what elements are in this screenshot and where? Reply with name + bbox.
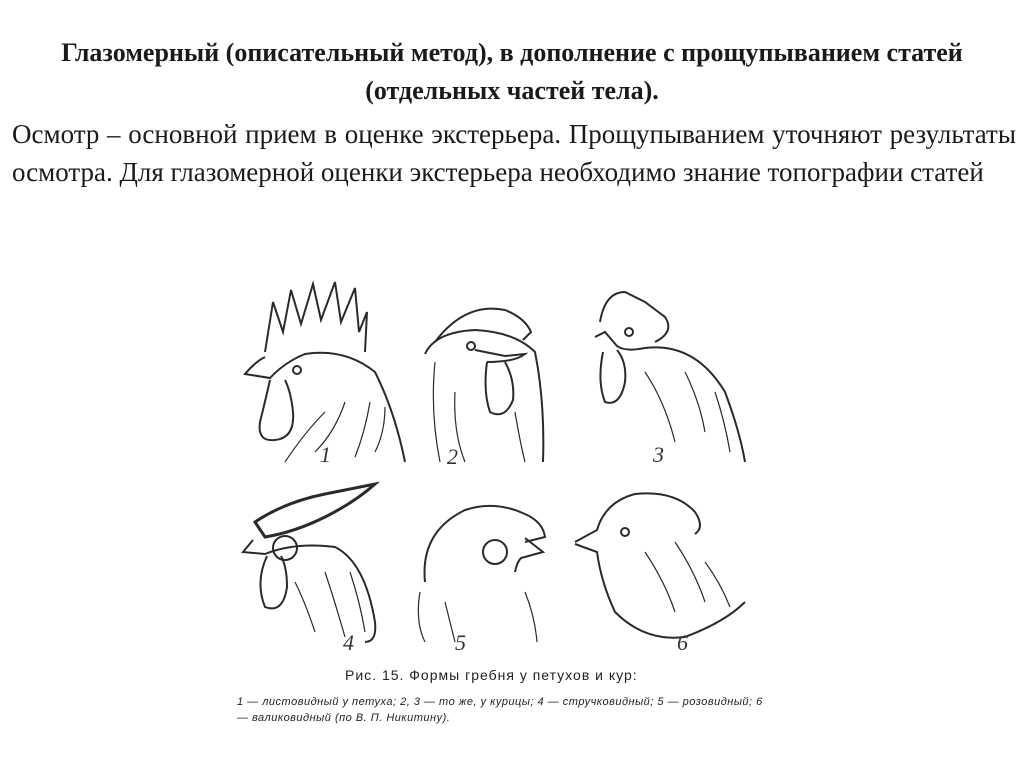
figure-label-1: 1 xyxy=(320,442,331,467)
figure-caption-title: Рис. 15. Формы гребня у петухов и кур: xyxy=(345,667,638,683)
comb-shapes-figure xyxy=(225,262,765,732)
slide-body-text: Осмотр – основной прием в оценке экстерьера. Прощупыванием уточняют результаты осмотра. Для глазомерной оценки экстерьера необходимо знание топографии статей xyxy=(12,119,1016,187)
rooster-heads-drawing xyxy=(225,262,765,732)
head-2-drawing xyxy=(425,309,543,462)
figure-label-6: 6 xyxy=(677,630,688,655)
head-1-drawing xyxy=(245,282,405,462)
figure-label-5: 5 xyxy=(455,630,466,655)
head-3-drawing xyxy=(595,292,745,462)
head-6-drawing xyxy=(575,493,745,637)
slide-heading: Глазомерный (описательный метод), в дополнение с прощупыванием статей (отдельных частей тела). xyxy=(61,38,963,105)
figure-label-3: 3 xyxy=(653,442,664,467)
figure-caption-legend: 1 — листовидный у петуха; 2, 3 — то же, у курицы; 4 — стручковидный; 5 — розовидный; 6 — валиковидный (по В. П. Никитину). xyxy=(237,696,763,724)
figure-label-2: 2 xyxy=(447,444,458,469)
head-5-drawing xyxy=(418,506,545,642)
figure-label-4: 4 xyxy=(343,630,354,655)
head-4-drawing xyxy=(243,484,375,642)
